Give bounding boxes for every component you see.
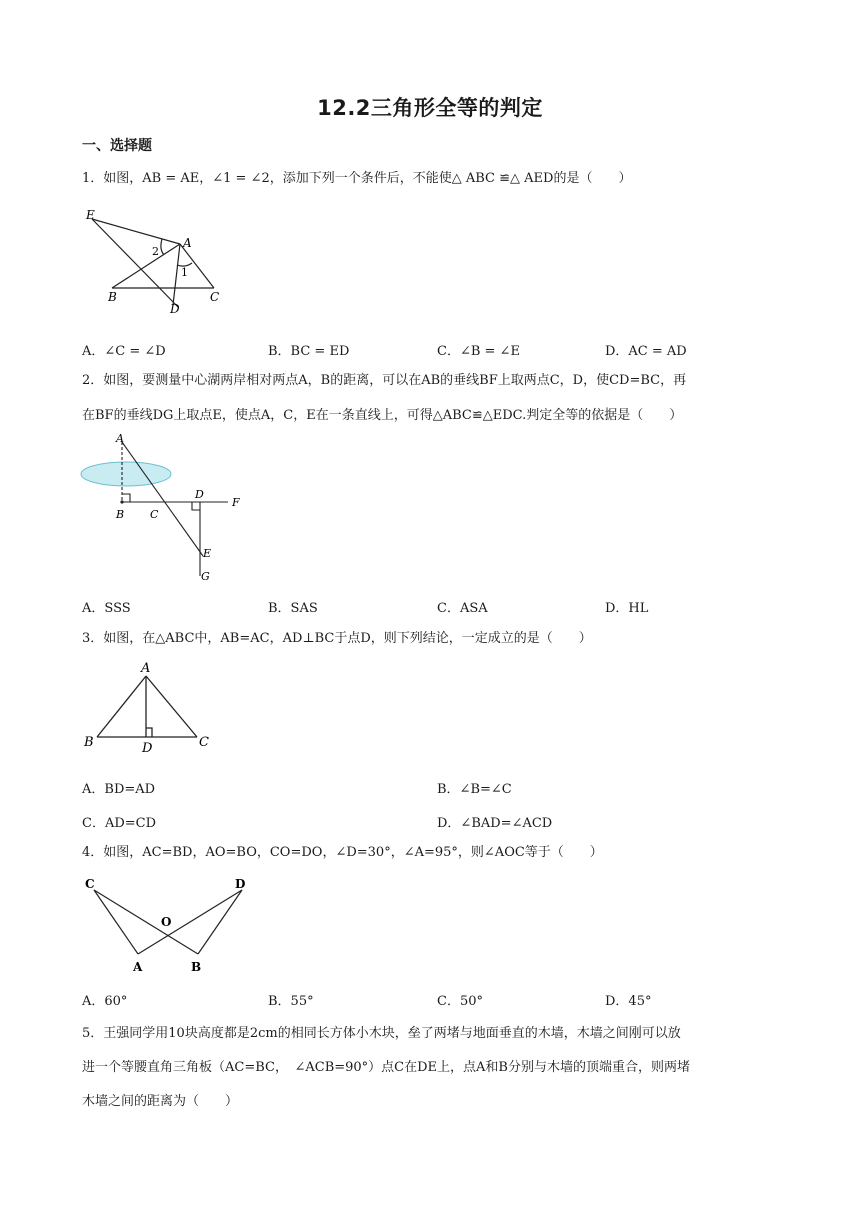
q4-label-a: A [133, 960, 143, 974]
q2-label-f: F [232, 496, 240, 509]
q1-option-a: A．∠C = ∠D [82, 344, 166, 359]
question-2-stem-line-1: 2．如图，要测量中心湖两岸相对两点A，B的距离，可以在AB的垂线BF上取两点C，D，使CD=BC，再 [82, 373, 687, 388]
question-2-stem-line-2: 在BF的垂线DG上取点E，使点A，C，E在一条直线上，可得△ABC≌△EDC.判定全等的依据是（ ） [82, 408, 683, 423]
question-3-stem: 3．如图，在△ABC中，AB=AC，AD⊥BC于点D，则下列结论，一定成立的是（ ） [82, 631, 592, 646]
q3-option-b: B．∠B=∠C [437, 782, 512, 797]
question-1-stem: 1．如图，AB = AE，∠1 = ∠2，添加下列一个条件后，不能使△ ABC ≌△ AED的是（ ） [82, 171, 632, 186]
q4-option-b: B．55° [268, 994, 314, 1009]
q3-label-b: B [84, 735, 94, 750]
q1-option-b: B．BC = ED [268, 344, 350, 359]
q4-label-d: D [235, 877, 246, 891]
question-1-figure [84, 205, 234, 317]
question-5-line-2: 进一个等腰直角三角板（AC=BC， ∠ACB=90°）点C在DE上，点A和B分别与木墙的顶端重合，则两堵 [82, 1060, 690, 1075]
q1-option-d: D．AC = AD [605, 344, 687, 359]
question-2-figure [80, 430, 255, 585]
q4-label-o: O [161, 915, 172, 929]
q4-option-d: D．45° [605, 994, 652, 1009]
q4-option-c: C．50° [437, 994, 483, 1009]
question-4-stem: 4．如图，AC=BD，AO=BO，CO=DO，∠D=30°，∠A=95°，则∠AOC等于（ ） [82, 845, 603, 860]
question-5-line-1: 5．王强同学用10块高度都是2cm的相同长方体小木块，垒了两堵与地面垂直的木墙，木墙之间刚可以放 [82, 1026, 681, 1041]
q2-option-b: B．SAS [268, 601, 318, 616]
q3-option-a: A．BD=AD [82, 782, 156, 797]
q3-label-c: C [199, 735, 209, 750]
q2-label-g: G [201, 570, 210, 583]
q2-option-d: D．HL [605, 601, 649, 616]
q3-label-d: D [142, 741, 153, 756]
q1-label-angle-1: 1 [181, 266, 188, 279]
page-title: 12.2三角形全等的判定 [317, 96, 543, 120]
question-4-figure [80, 876, 255, 976]
q2-label-e: E [203, 547, 212, 560]
q1-label-c: C [210, 290, 220, 304]
q3-option-d: D．∠BAD=∠ACD [437, 816, 553, 831]
q1-label-angle-2: 2 [152, 245, 159, 258]
q1-label-e: E [86, 208, 95, 222]
question-5-line-3: 木墙之间的距离为（ ） [82, 1094, 239, 1109]
section-heading: 一、选择题 [82, 138, 152, 154]
q2-option-c: C．ASA [437, 601, 488, 616]
q1-label-b: B [108, 290, 117, 304]
q2-label-c: C [150, 508, 159, 521]
q3-label-a: A [141, 661, 151, 676]
q2-label-a: A [116, 432, 124, 445]
q1-label-a: A [183, 236, 192, 250]
q4-option-a: A．60° [82, 994, 128, 1009]
q2-label-b: B [116, 508, 125, 521]
q4-label-b: B [191, 960, 202, 974]
q4-label-c: C [85, 877, 95, 891]
q3-option-c: C．AD=CD [82, 816, 157, 831]
question-3-figure [80, 658, 215, 758]
q2-option-a: A．SSS [82, 601, 131, 616]
q2-label-d: D [195, 488, 204, 501]
q1-label-d: D [170, 302, 180, 316]
q1-option-c: C．∠B = ∠E [437, 344, 520, 359]
